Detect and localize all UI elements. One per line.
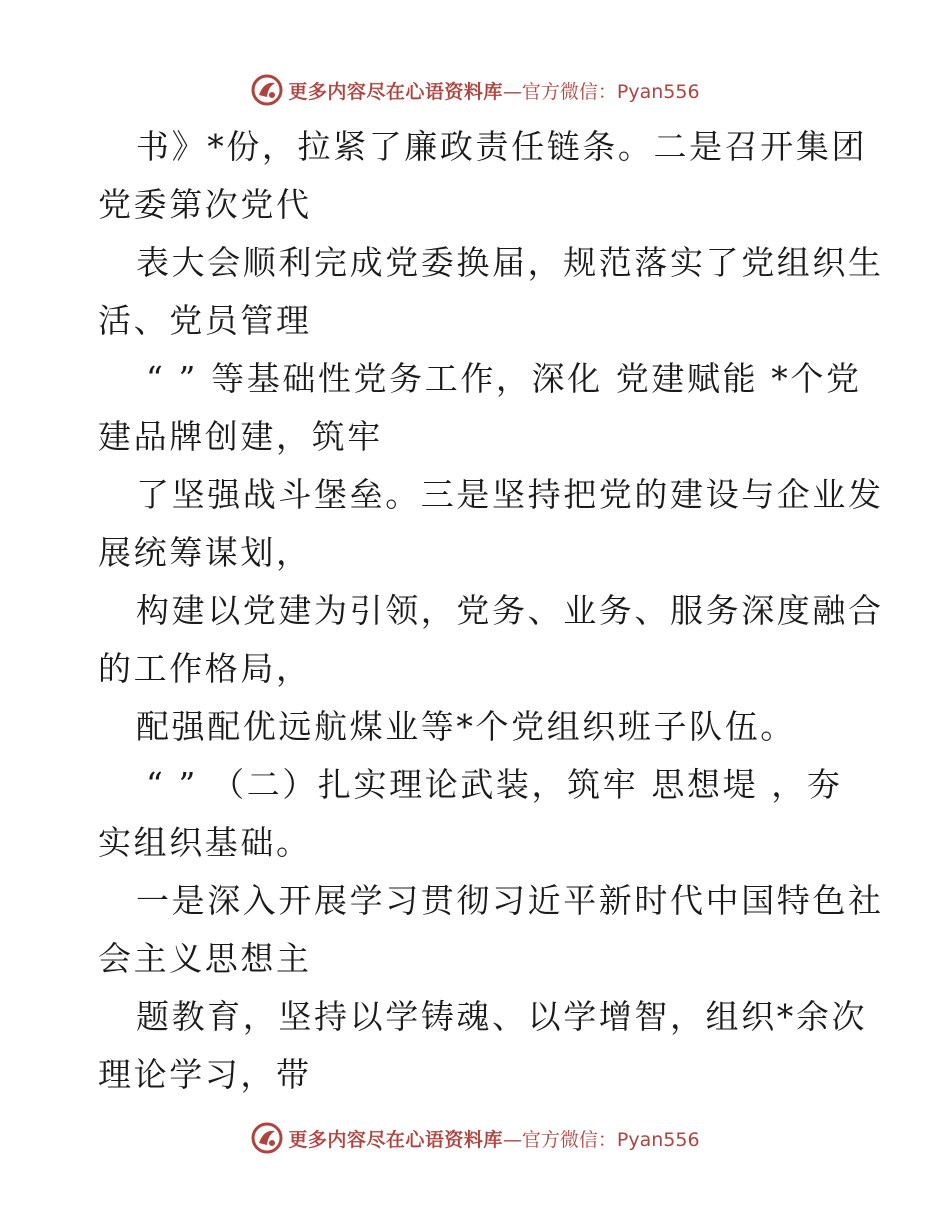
text-line: 构建以党建为引领，党务、业务、服务深度融合 bbox=[136, 591, 884, 630]
text-line: 的工作格局， bbox=[98, 649, 312, 688]
document-body bbox=[98, 118, 884, 1104]
text-line: 建品牌创建，筑牢 bbox=[98, 417, 383, 456]
header-banner bbox=[0, 70, 950, 110]
text-line: 书》*份，拉紧了廉政责任链条。二是召开集团 bbox=[136, 127, 868, 166]
text-line: 配强配优远航煤业等*个党组织班子队伍。 bbox=[136, 707, 796, 746]
red-swirl-logo-icon bbox=[250, 1121, 284, 1155]
red-swirl-logo-icon bbox=[250, 73, 284, 107]
text-line: 党委第次党代 bbox=[98, 185, 312, 224]
text-line: “ ” 等基础性党务工作，深化 党建赋能 *个党 bbox=[146, 359, 862, 398]
banner-wechat: —官方微信：Pyan556 bbox=[502, 80, 700, 103]
text-line: “ ” （二）扎实理论武装，筑牢 思想堤 ，夯 bbox=[146, 765, 843, 804]
text-line: 活、党员管理 bbox=[98, 301, 312, 340]
text-line: 会主义思想主 bbox=[98, 939, 312, 978]
footer-banner bbox=[0, 1118, 950, 1158]
text-line: 一是深入开展学习贯彻习近平新时代中国特色社 bbox=[136, 881, 884, 920]
text-line: 表大会顺利完成党委换届，规范落实了党组织生 bbox=[136, 243, 884, 282]
text-line: 题教育，坚持以学铸魂、以学增智，组织*余次 bbox=[136, 997, 868, 1036]
banner-title: 更多内容尽在心语资料库 bbox=[288, 80, 503, 103]
text-line: 了坚强战斗堡垒。三是坚持把党的建设与企业发 bbox=[136, 475, 884, 514]
banner-title: 更多内容尽在心语资料库 bbox=[288, 1128, 503, 1151]
text-line: 实组织基础。 bbox=[98, 823, 312, 862]
text-line: 理论学习，带 bbox=[98, 1055, 312, 1094]
banner-wechat: —官方微信：Pyan556 bbox=[502, 1128, 700, 1151]
text-line: 展统筹谋划， bbox=[98, 533, 312, 572]
